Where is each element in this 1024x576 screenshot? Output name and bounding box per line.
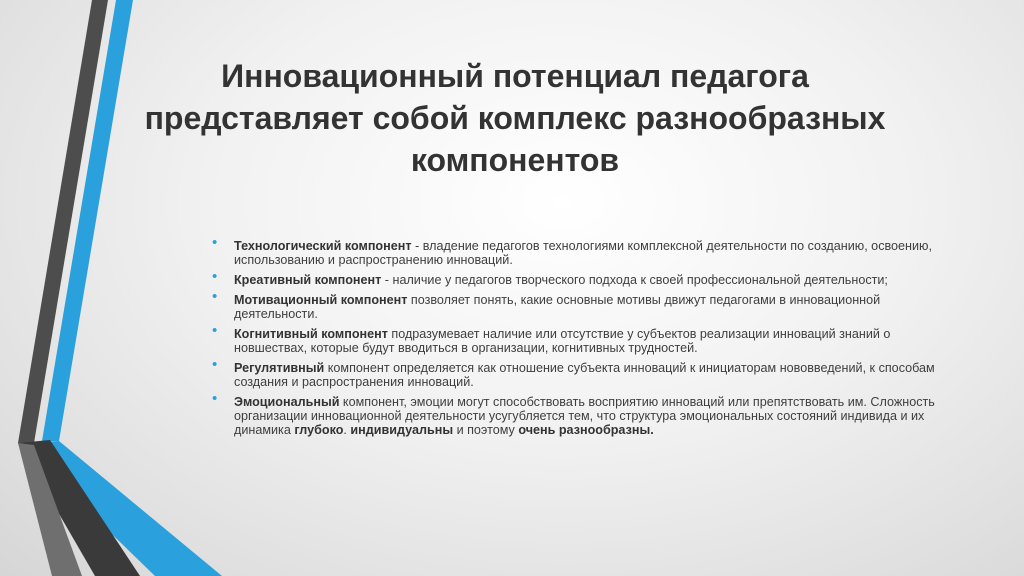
item-term: Регулятивный — [234, 361, 325, 375]
item-term: Технологический компонент — [234, 239, 412, 253]
item-bold-individual: индивидуальны — [350, 423, 454, 437]
item-text: подразумевает наличие или отсутствие у субъектов реализации инноваций знаний о новшествах, которые будут вводиться в организации, когнитивных трудностей. — [234, 327, 891, 355]
item-text: компонент, эмоции могут способствовать восприятию инноваций или препятствовать им. Сложность организации инновационной деятельности усугубляется тем, что структура эмоциональных состояний индивида и их динамика — [234, 395, 935, 437]
list-item-cognitive — [212, 322, 956, 355]
list-item-creative — [212, 268, 956, 287]
item-bold-deep: глубоко — [294, 423, 344, 437]
item-text: позволяет понять, какие основные мотивы движут педагогами в инновационной деятельности. — [234, 293, 881, 321]
component-list — [212, 234, 956, 443]
item-term: Когнитивный компонент — [234, 327, 388, 341]
item-text: - наличие у педагогов творческого подхода к своей профессиональной деятельности; — [381, 273, 888, 287]
list-item-regulative — [212, 356, 956, 389]
item-bold-diverse: очень разнообразны. — [518, 423, 654, 437]
item-term: Эмоциональный — [234, 395, 340, 409]
item-term: Креативный компонент — [234, 273, 382, 287]
title-line-2: представляет собой комплекс разнообразных — [144, 100, 886, 136]
item-term: Мотивационный компонент — [234, 293, 408, 307]
bullet-dot-icon: • — [212, 234, 218, 251]
item-text-3: и поэтому — [453, 423, 519, 437]
item-text-2: . — [343, 423, 351, 437]
bullet-dot-icon: • — [212, 356, 218, 373]
title-line-3: компонентов — [410, 142, 620, 178]
slide-title — [120, 55, 910, 181]
title-line-1: Инновационный потенциал педагога — [221, 58, 809, 94]
bullet-dot-icon: • — [212, 390, 218, 407]
bullet-dot-icon: • — [212, 268, 218, 285]
bullet-dot-icon: • — [212, 322, 218, 339]
list-item-motivational — [212, 288, 956, 321]
item-text: компонент определяется как отношение субъекта инноваций к инициаторам нововведений, к способам создания и распространения инноваций. — [234, 361, 935, 389]
list-item-emotional — [212, 390, 956, 437]
bullet-dot-icon: • — [212, 288, 218, 305]
list-item-technological — [212, 234, 956, 267]
item-text: - владение педагогов технологиями комплексной деятельности по созданию, освоению, использованию и распространению инноваций. — [234, 239, 932, 267]
